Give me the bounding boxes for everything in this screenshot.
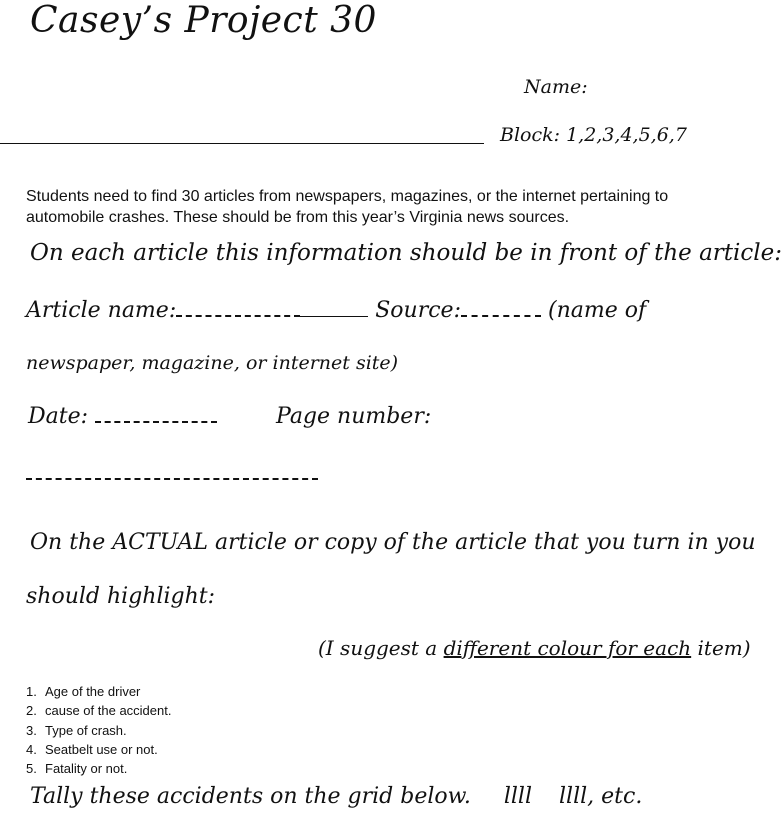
tally-marks-first: llll <box>503 784 532 809</box>
list-item-number: 3. <box>26 722 37 738</box>
list-item <box>26 759 171 778</box>
article-fields-line <box>26 298 646 323</box>
highlight-items-list <box>26 682 171 778</box>
highlight-instruction-line1: On the ACTUAL article or copy of the article that you turn in you <box>30 530 756 555</box>
source-hint-open: (name of <box>548 298 647 323</box>
list-item-text: Type of crash. <box>45 722 127 738</box>
page-number-label: Page number: <box>276 404 432 429</box>
list-item-number: 1. <box>26 684 37 699</box>
tally-marks-second: llll, etc. <box>559 784 643 809</box>
list-item <box>26 740 171 759</box>
list-item <box>26 721 171 740</box>
date-label: Date: <box>28 404 89 429</box>
colour-suggestion <box>318 636 751 660</box>
article-name-blank-solid <box>300 315 368 317</box>
page-number-blank <box>26 478 318 480</box>
info-heading: On each article this information should be in front of the article: <box>30 240 782 266</box>
list-item <box>26 682 171 701</box>
article-name-label: Article name: <box>26 298 177 323</box>
source-blank <box>461 314 541 317</box>
suggest-underlined: different colour for each <box>443 636 692 660</box>
tally-instruction <box>30 784 642 809</box>
suggest-suffix: item) <box>691 636 751 660</box>
intro-paragraph: Students need to find 30 articles from newspapers, magazines, or the internet pertaining to automobile crashes. These should be from this year’s Virginia news sources. <box>26 188 669 226</box>
date-blank <box>95 420 217 423</box>
highlight-instruction-line2: should highlight: <box>26 584 216 609</box>
list-item-text: Fatality or not. <box>45 761 128 777</box>
page-title: Casey’s Project 30 <box>30 0 377 41</box>
list-item-text: Seatbelt use or not. <box>45 741 158 757</box>
list-item-text: cause of the accident. <box>45 703 172 719</box>
date-field-line <box>28 404 217 429</box>
block-label: Block: 1,2,3,4,5,6,7 <box>500 124 687 146</box>
list-item-number: 4. <box>26 741 37 757</box>
source-hint-close: newspaper, magazine, or internet site) <box>26 352 399 374</box>
source-label: Source: <box>375 298 461 323</box>
tally-text: Tally these accidents on the grid below. <box>30 784 471 809</box>
suggest-prefix: (I suggest a <box>318 636 444 660</box>
list-item-number: 5. <box>26 761 37 777</box>
name-blank-line <box>0 143 484 144</box>
list-item <box>26 701 171 720</box>
name-label: Name: <box>524 76 588 98</box>
article-name-blank-dashed <box>176 314 300 317</box>
list-item-number: 2. <box>26 703 37 719</box>
list-item-text: Age of the driver <box>45 684 141 699</box>
